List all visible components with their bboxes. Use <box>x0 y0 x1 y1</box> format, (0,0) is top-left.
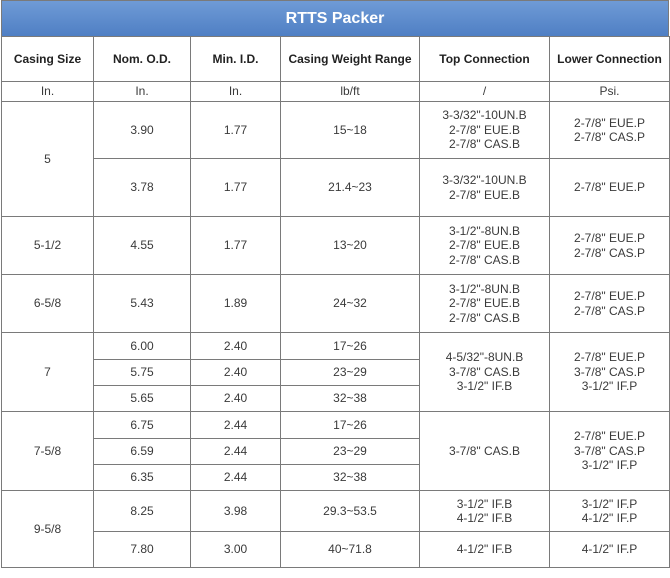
top-connection-cell-line: 3-1/2" IF.B <box>456 379 513 394</box>
lower-connection-cell-line: 2-7/8" EUE.P <box>574 429 645 444</box>
top-connection-cell-line: 3-1/2" IF.B <box>456 496 513 511</box>
min-id-cell: 2.44 <box>191 412 281 439</box>
lower-connection-cell-line: 2-7/8" EUE.P <box>574 289 645 303</box>
top-connection-cell-line: 3-7/8" CAS.B <box>449 443 520 458</box>
top-connection-cell-line: 3-3/32"-10UN.B <box>442 108 527 123</box>
top-connection-cell-line: 2-7/8" EUE.B <box>449 122 520 137</box>
nom-od-cell: 3.90 <box>94 102 191 159</box>
top-connection-cell-line: 3-1/2"-8UN.B <box>449 223 520 238</box>
weight-range-cell: 32~38 <box>281 465 420 491</box>
spec-table-body <box>2 102 670 568</box>
lower-connection-cell <box>550 159 670 217</box>
unit-lower-connection: Psi. <box>550 82 670 102</box>
top-connection-cell-line: 3-1/2"-8UN.B <box>449 281 520 296</box>
casing-size-cell: 9-5/8 <box>2 491 94 568</box>
nom-od-cell: 5.65 <box>94 386 191 412</box>
lower-connection-cell-line: 2-7/8" EUE.P <box>574 180 645 195</box>
header-row <box>2 37 670 82</box>
top-connection-cell-line: 2-7/8" CAS.B <box>449 137 520 152</box>
top-connection-cell-line: 3-3/32"-10UN.B <box>442 173 527 187</box>
weight-range-cell: 24~32 <box>281 275 420 333</box>
top-connection-cell <box>420 275 550 333</box>
min-id-cell: 3.98 <box>191 491 281 532</box>
header-casing-size: Casing Size <box>2 37 94 82</box>
top-connection-cell <box>420 412 550 491</box>
table-row <box>2 102 670 159</box>
header-min-id: Min. I.D. <box>191 37 281 82</box>
table-row <box>2 333 670 360</box>
min-id-cell: 1.77 <box>191 102 281 159</box>
min-id-cell: 1.77 <box>191 217 281 275</box>
nom-od-cell: 6.75 <box>94 412 191 439</box>
table-title: RTTS Packer <box>1 0 669 36</box>
min-id-cell: 2.44 <box>191 439 281 465</box>
unit-nom-od: In. <box>94 82 191 102</box>
units-row <box>2 82 670 102</box>
casing-size-cell: 6-5/8 <box>2 275 94 333</box>
table-row <box>2 159 670 217</box>
rtts-packer-spec-sheet <box>1 0 669 568</box>
weight-range-cell: 21.4~23 <box>281 159 420 217</box>
top-connection-cell <box>420 532 550 568</box>
min-id-cell: 1.89 <box>191 275 281 333</box>
min-id-cell: 3.00 <box>191 532 281 568</box>
lower-connection-cell <box>550 532 670 568</box>
lower-connection-cell-line: 3-7/8" CAS.P <box>574 443 645 458</box>
lower-connection-cell <box>550 102 670 159</box>
spec-table <box>1 36 670 568</box>
lower-connection-cell <box>550 333 670 412</box>
weight-range-cell: 32~38 <box>281 386 420 412</box>
min-id-cell: 2.40 <box>191 360 281 386</box>
header-lower-connection: Lower Connection <box>550 37 670 82</box>
header-nom-od: Nom. O.D. <box>94 37 191 82</box>
lower-connection-cell-line: 2-7/8" EUE.P <box>574 350 645 365</box>
weight-range-cell: 23~29 <box>281 360 420 386</box>
weight-range-cell: 13~20 <box>281 217 420 275</box>
unit-casing-size: In. <box>2 82 94 102</box>
top-connection-cell-line: 4-5/32"-8UN.B <box>445 350 524 365</box>
top-connection-cell-line: 2-7/8" CAS.B <box>449 252 520 267</box>
lower-connection-cell-line: 3-1/2" IF.P <box>581 496 638 511</box>
lower-connection-cell <box>550 275 670 333</box>
top-connection-cell-line: 2-7/8" EUE.B <box>449 187 520 202</box>
lower-connection-cell <box>550 217 670 275</box>
lower-connection-cell-line: 2-7/8" EUE.P <box>574 115 645 130</box>
top-connection-cell <box>420 491 550 532</box>
weight-range-cell: 15~18 <box>281 102 420 159</box>
table-row <box>2 532 670 568</box>
header-casing-weight-range: Casing Weight Range <box>281 37 420 82</box>
lower-connection-cell-line: 3-1/2" IF.P <box>581 458 638 473</box>
table-row <box>2 217 670 275</box>
table-row <box>2 275 670 333</box>
table-row <box>2 412 670 439</box>
weight-range-cell: 17~26 <box>281 412 420 439</box>
min-id-cell: 2.40 <box>191 386 281 412</box>
top-connection-cell-line: 2-7/8" CAS.B <box>449 310 520 325</box>
casing-size-cell: 5 <box>2 102 94 217</box>
table-row <box>2 491 670 532</box>
top-connection-cell-line: 2-7/8" EUE.B <box>449 296 520 311</box>
weight-range-cell: 29.3~53.5 <box>281 491 420 532</box>
weight-range-cell: 23~29 <box>281 439 420 465</box>
nom-od-cell: 6.35 <box>94 465 191 491</box>
min-id-cell: 2.44 <box>191 465 281 491</box>
unit-min-id: In. <box>191 82 281 102</box>
top-connection-cell <box>420 217 550 275</box>
unit-top-connection: / <box>420 82 550 102</box>
top-connection-cell <box>420 102 550 159</box>
top-connection-cell-line: 4-1/2" IF.B <box>456 542 513 557</box>
casing-size-cell: 7-5/8 <box>2 412 94 491</box>
top-connection-cell-line: 3-7/8" CAS.B <box>449 364 520 379</box>
nom-od-cell: 4.55 <box>94 217 191 275</box>
weight-range-cell: 40~71.8 <box>281 532 420 568</box>
top-connection-cell-line: 2-7/8" EUE.B <box>449 238 520 253</box>
nom-od-cell: 3.78 <box>94 159 191 217</box>
header-top-connection: Top Connection <box>420 37 550 82</box>
top-connection-cell <box>420 333 550 412</box>
lower-connection-cell-line: 2-7/8" EUE.P <box>574 231 645 245</box>
nom-od-cell: 6.59 <box>94 439 191 465</box>
nom-od-cell: 6.00 <box>94 333 191 360</box>
nom-od-cell: 5.43 <box>94 275 191 333</box>
casing-size-cell: 7 <box>2 333 94 412</box>
unit-casing-weight-range: lb/ft <box>281 82 420 102</box>
lower-connection-cell-line: 4-1/2" IF.P <box>581 511 638 525</box>
lower-connection-cell-line: 2-7/8" CAS.P <box>574 130 645 144</box>
lower-connection-cell <box>550 491 670 532</box>
nom-od-cell: 7.80 <box>94 532 191 568</box>
min-id-cell: 2.40 <box>191 333 281 360</box>
nom-od-cell: 5.75 <box>94 360 191 386</box>
lower-connection-cell-line: 4-1/2" IF.P <box>581 542 638 557</box>
lower-connection-cell-line: 3-7/8" CAS.P <box>574 364 645 379</box>
casing-size-cell: 5-1/2 <box>2 217 94 275</box>
top-connection-cell-line: 4-1/2" IF.B <box>456 511 513 525</box>
lower-connection-cell-line: 2-7/8" CAS.P <box>574 245 645 260</box>
lower-connection-cell-line: 2-7/8" CAS.P <box>574 303 645 318</box>
lower-connection-cell <box>550 412 670 491</box>
weight-range-cell: 17~26 <box>281 333 420 360</box>
min-id-cell: 1.77 <box>191 159 281 217</box>
top-connection-cell <box>420 159 550 217</box>
nom-od-cell: 8.25 <box>94 491 191 532</box>
lower-connection-cell-line: 3-1/2" IF.P <box>581 379 638 394</box>
